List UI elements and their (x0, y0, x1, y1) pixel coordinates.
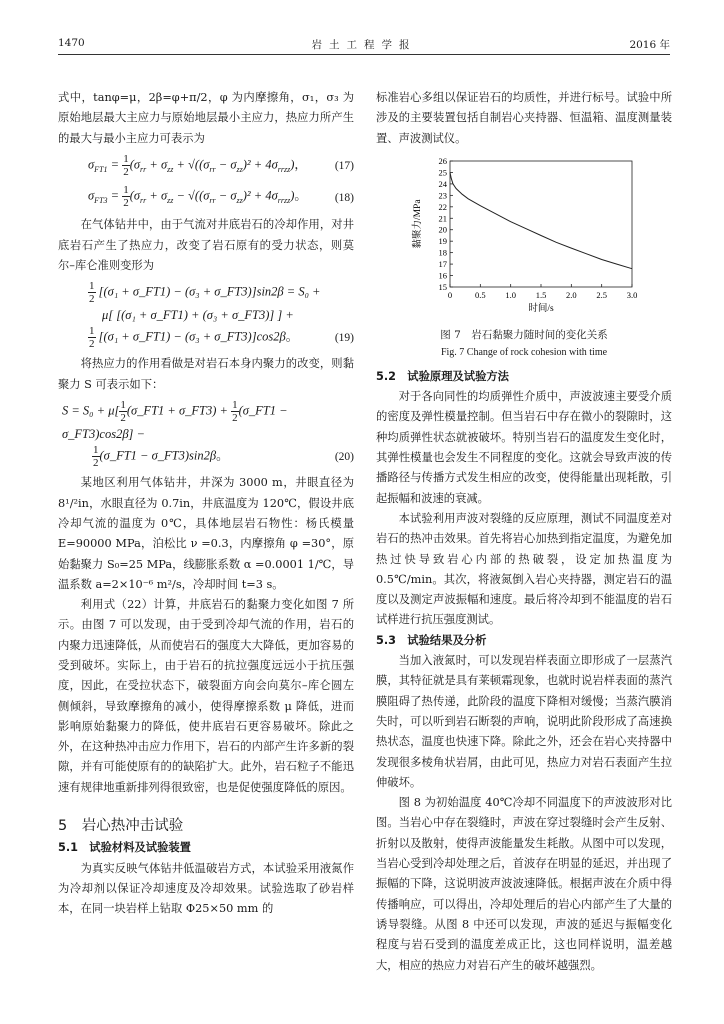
y-tick-label: 21 (438, 213, 447, 224)
paragraph-principle: 对于各向同性的均质弹性介质中，声波波速主要受介质的密度及弹性模量控制。但当岩石中存在微小的裂隙时，这种均质弹性状态就被破坏。特别当岩石的温度发生变化时，其弹性模量也会发生不同程度的变化。这就会导致声波的传播路径与传播方式发生相应的改变，使得能量出现耗散，引起振幅和波速的衰减。 (376, 390, 672, 505)
section-heading-5-2: 5.2 试验原理及试验方法 (376, 369, 509, 383)
y-tick-label: 20 (438, 224, 447, 235)
y-tick-label: 16 (438, 270, 447, 281)
right-column (376, 88, 672, 976)
equation-18-number: (18) (334, 191, 354, 204)
y-tick-label: 25 (438, 167, 447, 178)
paragraph-variables: 式中，tanφ=μ，2β=φ+π/2，φ 为内摩擦角，σ₁，σ₃ 为原始地层最大主应力与原始地层最小主应力，热应力所产生的最大与最小主应力可表示为 (58, 91, 354, 145)
left-column (58, 88, 354, 920)
x-tick-label: 3.0 (626, 289, 638, 300)
year-label: 2016 年 (629, 39, 670, 51)
equation-20: S = S₀ + μ[ $\frac{1}{2}$ (σ_FT1 + σ_FT3) + $\frac{1}{2}$ (σ_FT1 − σ_FT3)cos2β] − $\frac{1}{2}$ (σ_FT1 − σ_FT3)sin2β。 (20) (62, 399, 354, 470)
paragraph-mohr-coulomb: 在气体钻井中，由于气流对井底岩石的冷却作用，对井底岩石产生了热应力，改变了岩石原有的受力状态，则莫尔–库仑准则变形为 (58, 218, 354, 272)
x-tick-label: 1.0 (505, 289, 516, 300)
paragraph-example-parameters: 某地区利用气体钻井，井深为 3000 m，井眼直径为 8¹/²in，水眼直径为 0.7in，井底温度为 120℃，假设井底冷却气流的温度为 0℃，具体地层岩石物性：杨氏模量 E=90000 MPa，泊松比 ν =0.3，内摩擦角 φ =30°，原始黏聚力 S₀=25 MPa，线膨胀系数 α =0.0001 1/℃，导温系数 a=2×10⁻⁶ m²/s，冷却时间 t=3 s。 (58, 476, 354, 591)
equation-17-number: (17) (334, 160, 354, 173)
y-tick-label: 23 (438, 190, 447, 201)
y-tick-label: 26 (438, 155, 447, 166)
paragraph-test-materials: 为真实反映气体钻井低温破岩方式，本试验采用液氮作为冷却剂以保证冷却速度及冷却效果。试验选取了砂岩样本，在同一块岩样上钻取 Φ25×50 mm 的 (58, 861, 354, 916)
x-tick-label: 0 (447, 289, 453, 300)
paragraph-waveform: 图 8 为初始温度 40℃冷却不同温度下的声波波形对比图。当岩心中存在裂缝时，声波在穿过裂缝时会产生反射、折射以及散射，使得声波能量发生耗散。从图中可以发现，当岩心受到冷却处理之后，首波存在明显的延迟，并出现了振幅的下降，这说明波声波波速降低。根据声波在介质中得传播响应，可以得出，冷却处理后的岩心内部产生了大量的诱导裂缝。从图 8 中还可以发现，声波的延迟与振幅变化程度与岩石受到的温度差成正比，这也同样说明，温差越大，相应的热应力对岩石产生的破坏越强烈。 (376, 796, 672, 972)
paragraph-method: 本试验利用声波对裂缝的反应原理，测试不同温度差对岩石的热冲击效果。首先将岩心加热到指定温度，为避免加热过快导致岩心内部的热破裂，设定加热温度为 0.5℃/min。其次，将液氮倒入岩心夹持器，测定岩石的温度以及测定声波振幅和速度。最后将冷却到不能温度的岩石试样进行抗压强度测试。 (376, 511, 672, 627)
section-heading-5-3: 5.3 试验结果及分析 (376, 633, 487, 647)
paragraph-apparatus: 标准岩心多组以保证岩石的均质性，并进行标号。试验中所涉及的主要装置包括自制岩心夹持器、恒温箱、温度测量装置、声波测试仪。 (376, 91, 672, 145)
paragraph-cohesion: 将热应力的作用看做是对岩石本身内聚力的改变，则黏聚力 S 可表示如下： (58, 357, 354, 391)
figure-7 (376, 155, 672, 323)
y-tick-label: 19 (438, 236, 447, 247)
cohesion-series-line (450, 172, 632, 268)
journal-title: 岩土工程学报 (311, 39, 417, 51)
y-tick-label: 22 (438, 201, 447, 212)
equation-20-number: (20) (334, 450, 354, 463)
chart-frame (450, 161, 632, 287)
chart-y-axis-label: 黏聚力/MPa (413, 199, 423, 249)
equation-17: $\sigma_{FT1}$ = $\frac{1}{2}$ ($\sigma_{rr} + \sigma_{zz} + √((\sigma_{rr} - \sigma_{zz})^2 + 4\sigma_{rrzz})$， (17) (88, 152, 354, 178)
chart-x-axis-label: 时间/s (528, 303, 554, 314)
paragraph-results: 当加入液氮时，可以发现岩样表面立即形成了一层蒸汽膜，其特征就是具有莱顿霜现象，也就时说岩样表面的蒸汽膜阻碍了热传递，此阶段的温度下降相对缓慢；当蒸汽膜消失时，可以听到岩石断裂的声响，说明此阶段形成了高速换热状态，温度也快速下降。除此之外，还会在岩心夹持器中发现很多棱角状岩屑，由此可见，热应力对岩石表面产生拉伸破坏。 (376, 654, 672, 789)
x-tick-label: 0.5 (475, 289, 486, 300)
figure-7-caption-en: Fig. 7 Change of rock cohesion with time (440, 346, 608, 358)
y-tick-label: 17 (438, 258, 447, 269)
x-tick-label: 2.0 (566, 289, 577, 300)
equation-18: $\sigma_{FT3}$ = $\frac{1}{2}$ ($\sigma_{rr} + \sigma_{zz} - √((\sigma_{rr} - \sigma_{zz})^2 + 4\sigma_{rrzz})$。 (18) (88, 184, 354, 210)
cohesion-chart (376, 155, 672, 323)
x-tick-label: 2.5 (596, 289, 607, 300)
y-tick-label: 24 (438, 178, 447, 189)
figure-7-caption-cn: 图 7 岩石黏聚力随时间的变化关系 (440, 328, 608, 341)
section-heading-5: 5 岩心热冲击试验 (58, 818, 184, 835)
paragraph-cohesion-analysis: 利用式（22）计算，井底岩石的黏聚力变化如图 7 所示。由图 7 可以发现，由于受到冷却气流的作用，岩石的内聚力迅速降低，从而使岩石的强度大大降低，更加容易的受到破坏。实际上，由于岩石的抗拉强度远远小于抗压强度，因此，在受拉状态下，破裂面方向会向莫尔–库仑圆左侧倾斜，导致摩擦角的减小，使得摩擦系数 μ 降低，进而影响原始黏聚力的降低，使井底岩石更容易破坏。除此之外，在这种热冲击应力作用下，岩石的内部产生许多新的裂隙，并有可能使原有的的缺陷扩大。此外，岩石粒子不能迅速有规律地重新排列得很致密，也是促使强度降低的原因。 (58, 598, 354, 794)
x-tick-label: 1.5 (535, 289, 547, 300)
equation-19: $\frac{1}{2}$ [(σ₁ + σ_FT1) − (σ₃ + σ_FT3)]sin2β = S₀ + μ[ [(σ₁ + σ_FT1) + (σ₃ + σ_FT3)] ] + $\frac{1}{2}$ [(σ₁ + σ_FT1) − (σ₃ + σ_FT3)]cos2β。 (19) (89, 280, 354, 351)
y-tick-label: 18 (438, 247, 447, 258)
section-heading-5-1: 5.1 试验材料及试验装置 (58, 841, 191, 855)
equation-19-number: (19) (334, 331, 354, 344)
running-header (58, 36, 670, 55)
page-number: 1470 (58, 37, 85, 49)
y-tick-label: 15 (438, 281, 447, 292)
